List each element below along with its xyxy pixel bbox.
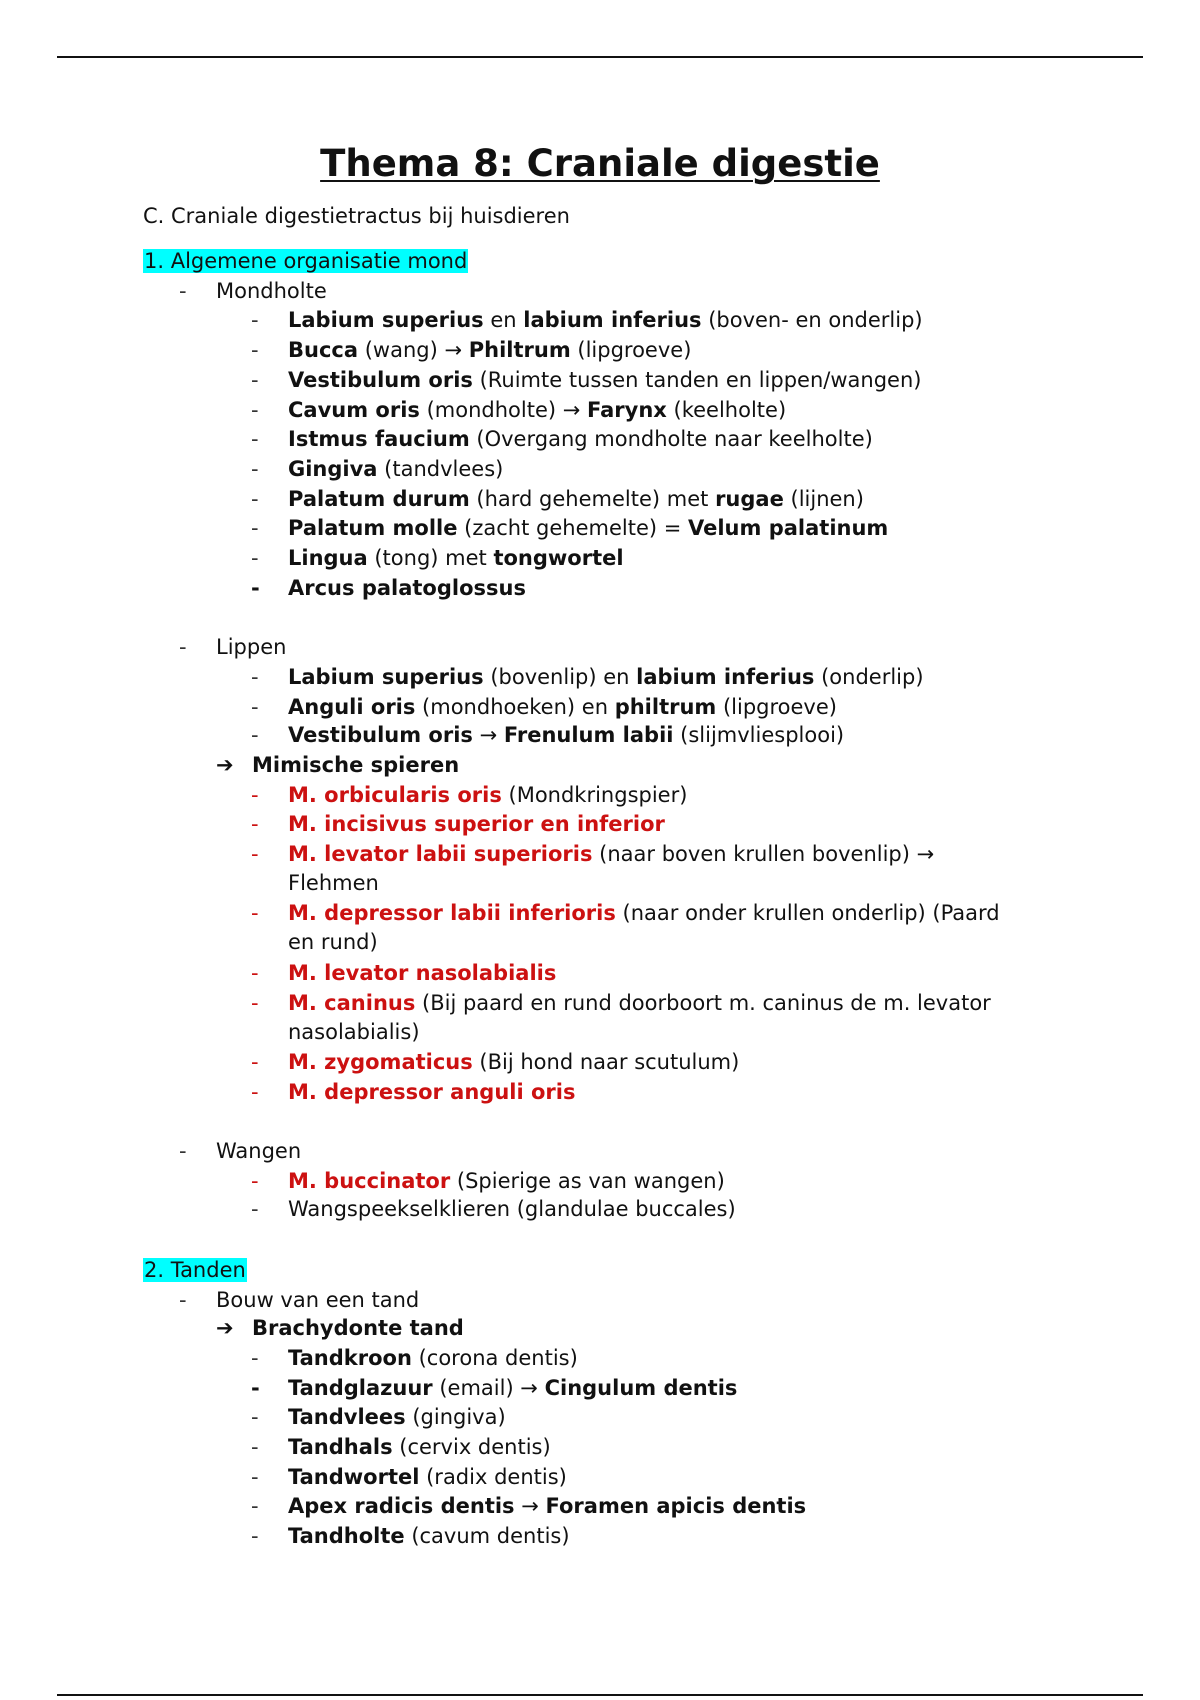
term-bold: Vestibulum oris <box>288 368 473 392</box>
subheading-mimische-spieren: ➔ Mimische spieren <box>216 753 460 777</box>
term-bold: tongwortel <box>493 546 624 570</box>
list-item <box>288 959 556 987</box>
list-item <box>288 1167 725 1195</box>
text-run: (cervix dentis) <box>392 1435 551 1459</box>
list-item <box>288 455 503 483</box>
term-bold: Cavum oris <box>288 398 420 422</box>
muscle-name: M. depressor anguli oris <box>288 1080 576 1104</box>
bullet-dash: - <box>251 723 259 747</box>
text-run: (Spierige as van wangen) <box>450 1169 725 1193</box>
bullet-dash: - <box>179 1288 187 1312</box>
term-bold: Tandwortel <box>288 1465 420 1489</box>
bullet-dash: - <box>251 1346 259 1370</box>
highlight: 2. Tanden <box>144 1258 246 1282</box>
footer-rule <box>57 1694 1143 1696</box>
bullet-dash: - <box>251 1465 259 1489</box>
list-item <box>288 1492 806 1520</box>
list-item <box>288 485 864 513</box>
bullet-dash: - <box>251 812 259 836</box>
subheading-brachydonte-tand: ➔ Brachydonte tand <box>216 1316 464 1340</box>
text-run: (slijmvliesplooi) <box>673 723 845 747</box>
arrow-right-icon: ➔ <box>216 1316 234 1340</box>
text-run: (email) → <box>432 1376 545 1400</box>
list-item <box>288 306 923 334</box>
list-item <box>288 1463 567 1491</box>
section-heading-tanden <box>143 1256 247 1284</box>
group-label-bouw: Bouw van een tand <box>216 1288 420 1312</box>
text-run: (keelholte) <box>666 398 787 422</box>
list-item <box>288 721 844 749</box>
text-run: (gingiva) <box>405 1405 506 1429</box>
bullet-dash: - <box>251 1080 259 1104</box>
term-bold: Vestibulum oris <box>288 723 473 747</box>
text-run: (lijnen) <box>783 487 864 511</box>
text-run: (radix dentis) <box>419 1465 567 1489</box>
text-run: (mondhoeken) en <box>415 695 615 719</box>
header-rule <box>57 56 1143 58</box>
bullet-dash: - <box>251 1376 260 1400</box>
list-item <box>288 693 837 721</box>
text-run: (lipgroeve) <box>716 695 837 719</box>
bullet-dash: - <box>251 487 259 511</box>
group-label-mondholte: Mondholte <box>216 279 327 303</box>
bullet-dash: - <box>251 368 259 392</box>
text-run: (corona dentis) <box>411 1346 578 1370</box>
list-item-continuation <box>288 869 379 897</box>
text-run: Wangspeekselklieren (glandulae buccales) <box>288 1197 736 1221</box>
text-run: (lipgroeve) <box>570 338 692 362</box>
list-item <box>288 1195 736 1223</box>
group-label-wangen: Wangen <box>216 1139 302 1163</box>
text-run: en <box>483 308 524 332</box>
list-item <box>288 514 888 542</box>
bullet-dash: - <box>251 338 259 362</box>
bullet-dash: - <box>251 961 259 985</box>
muscle-name: M. levator labii superioris <box>288 842 593 866</box>
list-item-continuation <box>288 928 378 956</box>
bullet-dash: - <box>251 901 259 925</box>
text-run: (Overgang mondholte naar keelholte) <box>469 427 873 451</box>
list-item <box>288 544 624 572</box>
bullet-dash: - <box>251 695 259 719</box>
list-item <box>288 1374 737 1402</box>
text-run: → <box>514 1494 546 1518</box>
list-item <box>288 366 921 394</box>
term-bold: Tandhals <box>288 1435 393 1459</box>
bullet-dash: - <box>251 546 259 570</box>
page-title: Thema 8: Craniale digestie <box>320 142 880 185</box>
bullet-dash: - <box>179 279 187 303</box>
term-bold: Palatum molle <box>288 516 458 540</box>
bullet-dash: - <box>251 842 259 866</box>
term-bold: philtrum <box>614 695 717 719</box>
bullet-dash: - <box>251 1405 259 1429</box>
group-label-lippen: Lippen <box>216 635 287 659</box>
text-run: (Mondkringspier) <box>501 783 688 807</box>
bullet-dash: - <box>251 783 259 807</box>
term-bold: rugae <box>715 487 784 511</box>
list-item <box>288 663 924 691</box>
document-subtitle: C. Craniale digestietractus bij huisdieren <box>143 204 570 228</box>
text-run: (zacht gehemelte) = <box>457 516 689 540</box>
muscle-name: M. depressor labii inferioris <box>288 901 616 925</box>
bullet-dash: - <box>179 635 187 659</box>
text-run: (hard gehemelte) met <box>469 487 716 511</box>
text-run: (naar boven krullen bovenlip) → <box>592 842 935 866</box>
term-bold: Tandkroon <box>288 1346 412 1370</box>
bullet-dash: - <box>179 1139 187 1163</box>
text-run: (naar onder krullen onderlip) (Paard <box>615 901 1000 925</box>
list-item <box>288 810 665 838</box>
term-bold: Istmus faucium <box>288 427 470 451</box>
term-bold: Labium superius <box>288 665 484 689</box>
muscle-name: M. levator nasolabialis <box>288 961 557 985</box>
list-item <box>288 425 873 453</box>
list-item <box>288 1344 578 1372</box>
term-bold: Anguli oris <box>288 695 416 719</box>
term-bold: Tandholte <box>288 1524 405 1548</box>
bullet-dash: - <box>251 1435 259 1459</box>
text-run: (tong) met <box>367 546 494 570</box>
term-bold: Gingiva <box>288 457 378 481</box>
list-item <box>288 899 1000 927</box>
term-bold: Arcus palatoglossus <box>288 576 526 600</box>
list-item <box>288 989 991 1017</box>
text-run: Flehmen <box>288 871 379 895</box>
bullet-dash: - <box>251 665 259 689</box>
list-item <box>288 781 687 809</box>
text-run: (Ruimte tussen tanden en lippen/wangen) <box>472 368 922 392</box>
text-run: nasolabialis) <box>288 1020 420 1044</box>
arrow-right-icon: ➔ <box>216 753 234 777</box>
term-bold: Palatum durum <box>288 487 470 511</box>
term-bold: Velum palatinum <box>688 516 889 540</box>
list-item-continuation <box>288 1018 420 1046</box>
term-bold: Tandvlees <box>288 1405 406 1429</box>
term-bold: Farynx <box>587 398 667 422</box>
muscle-name: M. incisivus superior en inferior <box>288 812 665 836</box>
bullet-dash: - <box>251 576 260 600</box>
term-bold: Bucca <box>288 338 359 362</box>
text-run: → <box>472 723 504 747</box>
muscle-name: M. caninus <box>288 991 416 1015</box>
bullet-dash: - <box>251 308 259 332</box>
term-bold: Philtrum <box>468 338 571 362</box>
term-bold: Labium superius <box>288 308 484 332</box>
text-run: (bovenlip) en <box>483 665 637 689</box>
section-heading-mond <box>143 247 468 275</box>
term-bold: Foramen apicis dentis <box>545 1494 807 1518</box>
highlight: 1. Algemene organisatie mond <box>144 249 468 273</box>
list-item <box>288 1048 739 1076</box>
list-item <box>288 574 526 602</box>
muscle-name: M. orbicularis oris <box>288 783 502 807</box>
text-run: (mondholte) → <box>419 398 588 422</box>
text-run: (cavum dentis) <box>404 1524 570 1548</box>
text-run: (tandvlees) <box>377 457 504 481</box>
term-bold: Apex radicis dentis <box>288 1494 515 1518</box>
text-run: (Bij hond naar scutulum) <box>472 1050 740 1074</box>
bullet-dash: - <box>251 427 259 451</box>
text-run: en rund) <box>288 930 378 954</box>
term-bold: Lingua <box>288 546 368 570</box>
term-bold: labium inferius <box>636 665 815 689</box>
text-run: (boven- en onderlip) <box>701 308 923 332</box>
term-bold: Cingulum dentis <box>544 1376 738 1400</box>
bullet-dash: - <box>251 1169 259 1193</box>
text-run: (Bij paard en rund doorboort m. caninus de m. levator <box>415 991 991 1015</box>
list-item <box>288 1403 506 1431</box>
bullet-dash: - <box>251 398 259 422</box>
bullet-dash: - <box>251 516 259 540</box>
bullet-dash: - <box>251 1524 259 1548</box>
term-bold: labium inferius <box>523 308 702 332</box>
list-item <box>288 1433 551 1461</box>
list-item <box>288 396 786 424</box>
bullet-dash: - <box>251 1197 259 1221</box>
list-item <box>288 336 691 364</box>
term-bold: Frenulum labii <box>503 723 674 747</box>
muscle-name: M. buccinator <box>288 1169 451 1193</box>
muscle-name: M. zygomaticus <box>288 1050 473 1074</box>
list-item <box>288 1522 570 1550</box>
list-item <box>288 840 934 868</box>
text-run: (onderlip) <box>814 665 924 689</box>
bullet-dash: - <box>251 991 259 1015</box>
bullet-dash: - <box>251 457 259 481</box>
list-item <box>288 1078 575 1106</box>
bullet-dash: - <box>251 1494 259 1518</box>
bullet-dash: - <box>251 1050 259 1074</box>
text-run: (wang) → <box>358 338 469 362</box>
term-bold: Tandglazuur <box>288 1376 433 1400</box>
